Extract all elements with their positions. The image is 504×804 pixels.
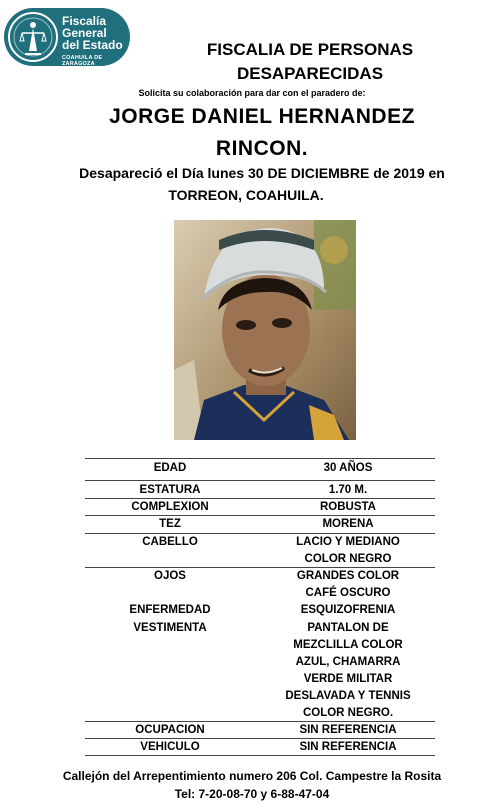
- ojos-value-1: GRANDES COLOR: [296, 570, 400, 582]
- logo-text-line1: Fiscalía: [62, 14, 107, 28]
- vestimenta-value-3: AZUL, CHAMARRA: [295, 656, 401, 668]
- person-name-line1: JORGE DANIEL HERNANDEZ: [109, 105, 415, 128]
- vestimenta-value-2: MEZCLILLA COLOR: [293, 639, 403, 651]
- logo-text-line3: del Estado: [62, 38, 123, 52]
- ojos-label: OJOS: [154, 570, 186, 582]
- ocupacion-value: SIN REFERENCIA: [299, 724, 397, 736]
- vestimenta-value-1: PANTALON DE: [307, 622, 389, 634]
- edad-value: 30 AÑOS: [323, 462, 373, 474]
- logo-text-line2: General: [62, 26, 107, 40]
- disappearance-line1: Desapareció el Día lunes 30 DE DICIEMBRE de 2019 en: [79, 165, 445, 181]
- header-title-line2: DESAPARECIDAS: [236, 64, 384, 83]
- edad-label: EDAD: [153, 462, 187, 474]
- table-divider-bottom: [85, 755, 435, 756]
- enfermedad-label: ENFERMEDAD: [129, 604, 211, 616]
- vestimenta-value-5: DESLAVADA Y TENNIS: [285, 690, 411, 702]
- tez-value: MORENA: [322, 518, 374, 530]
- vehiculo-label: VEHICULO: [140, 741, 200, 753]
- request-text: Solicita su colaboración para dar con el paradero de:: [138, 88, 366, 98]
- footer-phones: Tel: 7-20-08-70 y 6-88-47-04: [174, 787, 330, 801]
- cabello-value-1: LACIO Y MEDIANO: [296, 536, 400, 548]
- ojos-value-2: CAFÉ OSCURO: [305, 587, 391, 599]
- estatura-value: 1.70 M.: [328, 484, 368, 496]
- enfermedad-value: ESQUIZOFRENIA: [300, 604, 396, 616]
- disappearance-line2: TORREON, COAHUILA.: [168, 187, 324, 203]
- ocupacion-label: OCUPACION: [135, 724, 205, 736]
- header-title-line1: FISCALIA DE PERSONAS: [206, 40, 414, 59]
- complexion-value: ROBUSTA: [319, 501, 376, 513]
- vestimenta-label: VESTIMENTA: [133, 622, 207, 634]
- vehiculo-value: SIN REFERENCIA: [299, 741, 397, 753]
- cabello-label: CABELLO: [142, 536, 198, 548]
- logo-text-state: COAHUILA DE ZARAGOZA: [62, 55, 103, 66]
- footer-address: Callejón del Arrepentimiento numero 206 Col. Campestre la Rosita: [62, 769, 442, 783]
- table-divider: [85, 480, 435, 481]
- vestimenta-value-6: COLOR NEGRO.: [302, 707, 394, 719]
- tez-label: TEZ: [159, 518, 181, 530]
- justice-emblem-icon: [7, 11, 59, 63]
- estatura-label: ESTATURA: [139, 484, 201, 496]
- person-photo: [174, 220, 356, 440]
- table-divider-top: [85, 458, 435, 459]
- person-name-line2: RINCON.: [215, 137, 309, 160]
- complexion-label: COMPLEXION: [131, 501, 209, 513]
- cabello-value-2: COLOR NEGRO: [304, 553, 392, 565]
- fiscalia-logo: [4, 8, 130, 66]
- vestimenta-value-4: VERDE MILITAR: [303, 673, 393, 685]
